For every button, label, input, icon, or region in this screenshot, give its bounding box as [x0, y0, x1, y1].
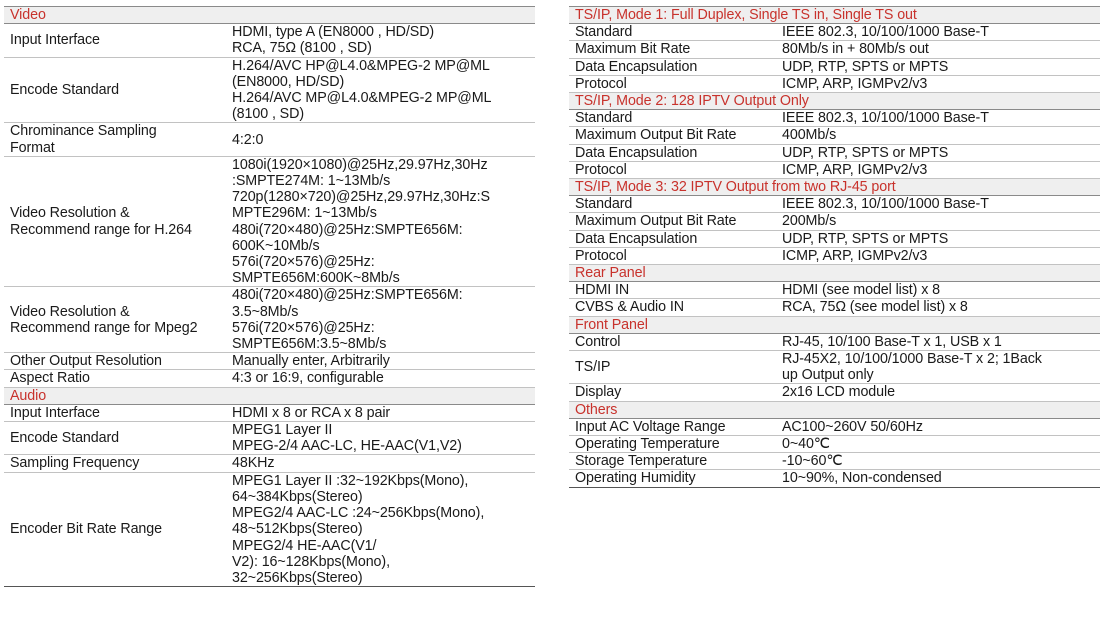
spec-row	[569, 213, 1100, 230]
spec-row	[569, 299, 1100, 316]
spec-label: Storage Temperature	[569, 453, 776, 470]
spec-label: Chrominance Sampling Format	[4, 123, 226, 156]
spec-value: 4:3 or 16:9, configurable	[226, 370, 535, 387]
spec-label: Protocol	[569, 75, 776, 92]
spec-label: Encode Standard	[4, 422, 226, 455]
spec-label: Video Resolution & Recommend range for Mpeg2	[4, 287, 226, 353]
spec-row	[569, 41, 1100, 58]
section-title: Audio	[4, 387, 535, 404]
section-title: TS/IP, Mode 1: Full Duplex, Single TS in, Single TS out	[569, 7, 1100, 24]
spec-value: IEEE 802.3, 10/100/1000 Base-T	[776, 110, 1100, 127]
spec-row	[4, 353, 535, 370]
spec-label: Protocol	[569, 161, 776, 178]
spec-row	[4, 422, 535, 455]
spec-value: Manually enter, Arbitrarily	[226, 353, 535, 370]
spec-row	[569, 230, 1100, 247]
spec-label: Input Interface	[4, 24, 226, 57]
section-header	[569, 179, 1100, 196]
spec-value: MPEG1 Layer II MPEG-2/4 AAC-LC, HE-AAC(V1,V2)	[226, 422, 535, 455]
section-title: Others	[569, 401, 1100, 418]
spec-label: Display	[569, 384, 776, 401]
spec-row	[569, 127, 1100, 144]
spec-value: 0~40℃	[776, 436, 1100, 453]
spec-label: Input AC Voltage Range	[569, 418, 776, 435]
spec-row	[569, 161, 1100, 178]
spec-row	[569, 24, 1100, 41]
spec-label: Operating Temperature	[569, 436, 776, 453]
spec-value: UDP, RTP, SPTS or MPTS	[776, 58, 1100, 75]
spec-value: 2x16 LCD module	[776, 384, 1100, 401]
spec-row	[569, 110, 1100, 127]
spec-value: RJ-45X2, 10/100/1000 Base-T x 2; 1Back up Output only	[776, 351, 1100, 384]
section-header	[569, 316, 1100, 333]
spec-label: CVBS & Audio IN	[569, 299, 776, 316]
section-header	[4, 387, 535, 404]
spec-row	[569, 333, 1100, 350]
spec-value: AC100~260V 50/60Hz	[776, 418, 1100, 435]
spec-label: HDMI IN	[569, 282, 776, 299]
spec-value: 400Mb/s	[776, 127, 1100, 144]
spec-value: UDP, RTP, SPTS or MPTS	[776, 144, 1100, 161]
spec-label: Operating Humidity	[569, 470, 776, 487]
spec-table-left	[4, 6, 535, 587]
spec-label: Maximum Bit Rate	[569, 41, 776, 58]
section-title: Rear Panel	[569, 265, 1100, 282]
spec-row	[569, 453, 1100, 470]
spec-row	[569, 384, 1100, 401]
spec-label: TS/IP	[569, 351, 776, 384]
spec-value: 80Mb/s in + 80Mb/s out	[776, 41, 1100, 58]
spec-value: MPEG1 Layer II :32~192Kbps(Mono), 64~384Kbps(Stereo) MPEG2/4 AAC-LC :24~256Kbps(Mono), 48~512Kbps(Stereo) MPEG2/4 HE-AAC(V1/ V2): 16~128Kbps(Mono), 32~256Kbps(Stereo)	[226, 472, 535, 586]
spec-label: Data Encapsulation	[569, 58, 776, 75]
section-title: Front Panel	[569, 316, 1100, 333]
spec-label: Data Encapsulation	[569, 144, 776, 161]
spec-label: Encoder Bit Rate Range	[4, 472, 226, 586]
section-title: TS/IP, Mode 3: 32 IPTV Output from two RJ-45 port	[569, 179, 1100, 196]
spec-value: 48KHz	[226, 455, 535, 472]
spec-value: HDMI (see model list) x 8	[776, 282, 1100, 299]
spec-value: RCA, 75Ω (see model list) x 8	[776, 299, 1100, 316]
spec-label: Control	[569, 333, 776, 350]
spec-label: Maximum Output Bit Rate	[569, 213, 776, 230]
spec-label: Aspect Ratio	[4, 370, 226, 387]
spec-label: Input Interface	[4, 404, 226, 421]
section-header	[4, 7, 535, 24]
spec-row	[569, 351, 1100, 384]
spec-value: ICMP, ARP, IGMPv2/v3	[776, 161, 1100, 178]
section-header	[569, 7, 1100, 24]
spec-row	[569, 196, 1100, 213]
spec-value: 1080i(1920×1080)@25Hz,29.97Hz,30Hz :SMPTE274M: 1~13Mb/s 720p(1280×720)@25Hz,29.97Hz,30Hz:S MPTE296M: 1~13Mb/s 480i(720×480)@25Hz:SMPTE656M: 600K~10Mb/s 576i(720×576)@25Hz: SMPTE656M:600K~8Mb/s	[226, 156, 535, 287]
spec-value: ICMP, ARP, IGMPv2/v3	[776, 247, 1100, 264]
spec-row	[4, 123, 535, 156]
spec-label: Data Encapsulation	[569, 230, 776, 247]
spec-value: 200Mb/s	[776, 213, 1100, 230]
section-header	[569, 265, 1100, 282]
spec-value: 480i(720×480)@25Hz:SMPTE656M: 3.5~8Mb/s 576i(720×576)@25Hz: SMPTE656M:3.5~8Mb/s	[226, 287, 535, 353]
spec-label: Video Resolution & Recommend range for H.264	[4, 156, 226, 287]
spec-row	[4, 404, 535, 421]
spec-row	[569, 282, 1100, 299]
spec-label: Sampling Frequency	[4, 455, 226, 472]
spec-row	[569, 470, 1100, 487]
spec-value: IEEE 802.3, 10/100/1000 Base-T	[776, 24, 1100, 41]
spec-table-right	[569, 6, 1100, 488]
section-title: TS/IP, Mode 2: 128 IPTV Output Only	[569, 93, 1100, 110]
spec-value: ICMP, ARP, IGMPv2/v3	[776, 75, 1100, 92]
spec-label: Standard	[569, 196, 776, 213]
spec-row	[4, 24, 535, 57]
spec-label: Maximum Output Bit Rate	[569, 127, 776, 144]
spec-row	[4, 472, 535, 586]
spec-row	[569, 144, 1100, 161]
spec-row	[569, 58, 1100, 75]
spec-row	[569, 247, 1100, 264]
spec-row	[4, 156, 535, 287]
spec-row	[569, 75, 1100, 92]
spec-row	[569, 436, 1100, 453]
spec-label: Protocol	[569, 247, 776, 264]
section-header	[569, 401, 1100, 418]
spec-value: 4:2:0	[226, 123, 535, 156]
spec-row	[4, 455, 535, 472]
spec-row	[4, 287, 535, 353]
spec-row	[4, 370, 535, 387]
spec-value: HDMI, type A (EN8000 , HD/SD) RCA, 75Ω (8100 , SD)	[226, 24, 535, 57]
spec-value: IEEE 802.3, 10/100/1000 Base-T	[776, 196, 1100, 213]
spec-label: Standard	[569, 110, 776, 127]
spec-value: HDMI x 8 or RCA x 8 pair	[226, 404, 535, 421]
spec-label: Other Output Resolution	[4, 353, 226, 370]
spec-value: RJ-45, 10/100 Base-T x 1, USB x 1	[776, 333, 1100, 350]
spec-row	[569, 418, 1100, 435]
section-title: Video	[4, 7, 535, 24]
spec-value: -10~60℃	[776, 453, 1100, 470]
spec-value: 10~90%, Non-condensed	[776, 470, 1100, 487]
spec-label: Encode Standard	[4, 57, 226, 123]
spec-row	[4, 57, 535, 123]
section-header	[569, 93, 1100, 110]
spec-value: H.264/AVC HP@L4.0&MPEG-2 MP@ML (EN8000, HD/SD) H.264/AVC MP@L4.0&MPEG-2 MP@ML (8100 , SD)	[226, 57, 535, 123]
spec-label: Standard	[569, 24, 776, 41]
spec-value: UDP, RTP, SPTS or MPTS	[776, 230, 1100, 247]
